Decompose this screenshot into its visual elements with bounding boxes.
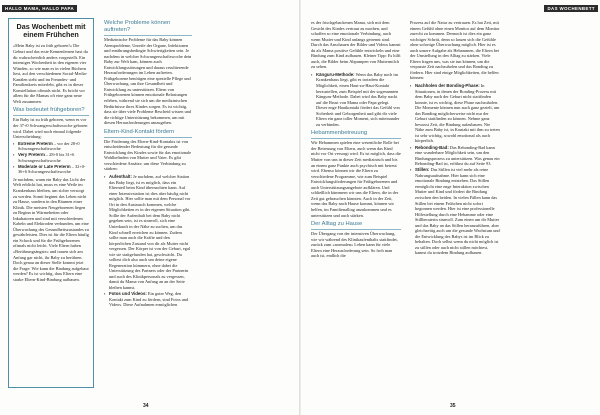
book-gutter <box>299 0 301 415</box>
box-para3: Je nachdem, wann ein Baby das Licht der Welt erblickt hat, muss es eine Weile im Krankenhaus bleiben, um sicher versorgt zu werden. Somit beginnt das Leben nicht zu Hause, sondern in den Räumen einer Klinik. Die meisten Neugeborenen liegen zu Beginn in Wärmebetten oder Inkubatoren und sind mit verschiedenen Kabeln und Elektroden verbunden, um eine Überwachung des Gesundheitszustandes zu gewährleisten. Dies ist für die Eltern häufig ein Schock und für die Frühgeborenen oftmals nicht leicht. Viele Eltern haben »Berührungsängste« und trauen sich am Anfang gar nicht, ihr Baby zu berühren. Doch genau an dieser Stelle kommt jetzt die Frage: Wie kann die Bindung aufgebaut werden? Es ist wichtig, dass Eltern eine starke Eltern-Kind-Bindung aufbauen. <box>13 176 89 282</box>
column-subhead: Der Alltag zu Hause <box>311 221 401 230</box>
box-intro: »Mein Baby ist zu früh geboren!« Die Geburt und das erste Kennenlernen hast du dir wahrscheinlich anders vorgestellt. Ein intensiges Wochenbett in den eigenen vier Wänden, so wie man es in vielen Büchern liest, auf den verschiedenen Social-Media-Kanälen sieht und im Freundes- und Familienkreis miterlebt, gibt es in dieser Konstellation oftmals nicht. Es bricht vor allem für die Mamas oft eine ganz neue Welt zusammen. <box>13 43 88 104</box>
column-paragraph: Wir Hebammen spielen eine wesentliche Rolle bei der Betreuung von Eltern, auch wenn das Kind nicht vor Ort versorgt wird. Es ist möglich, dass die Mutter von uns in dieser Zeit medizinisch und bis an einem ganz Punkte auch psychisch mit betreut wird. Ebenso können wir die Eltern zu verschiedene Programme, wie zum Beispiel Entwicklungsförderungen für Frühgeborenen und auch Unterstützungsangebote aufklären. Und schließlich kümmern wir uns die Eltern, die in der Zeit gut gebrauchen könnten. Auch in der Zeit, wenn das Baby nach Hause kommt, können wir helfen, im Familienalltag anzukommen und es unterstützen und auch stärken. <box>311 140 401 218</box>
list-item: ▪ Fotos und Videos: Ein guter Weg, den Kontakt zum Kind zu fördern, sind Fotos und Videos. Diese Aufnahmen ermöglichen <box>104 291 192 308</box>
kangaroo-list <box>311 72 401 127</box>
list-item: ▪ Moderate or Late Preterm – 32+0-36+6 Schwangerschaftswoche <box>13 164 89 175</box>
running-header-right: DAS WOCHENBETT <box>544 5 598 12</box>
preterm-list <box>13 141 89 175</box>
column-paragraph: Die Förderung des Eltern-Kind-Kontakts ist von entscheidender Bedeutung für die gesunde Entwicklung des Kindes sowie für das emotionale Wohlbefinden von Mutter und Vater. Es gibt verschiedene Ansätze, um diese Verbindung zu stärken: <box>104 138 192 172</box>
column-subhead: Hebammenbetreuung <box>311 130 401 139</box>
list-item: ▪ Känguru-Methode: Wenn das Baby noch im Krankenhaus liegt, gibt es trotzdem die Möglichkeit, einen Haut-zu-Haut-Kontakt herzustellen, zum Beispiel mit der sogenannten Känguru-Methode. Dabei wird das Baby nackt auf die Brust von Mama oder Papa gelegt. Dieser enge Hautkontakt fördert das Gefühl von Sicherheit und Geborgenheit und gibt dir viele Eltern ein ganz toller Moment, sich miteinander zu verbinden. <box>311 72 401 127</box>
right-page-column-1 <box>311 20 401 392</box>
running-header-left: HALLO MAMA, HALLO PAPA <box>2 5 77 12</box>
list-item: ▪ Nachholen der Bonding-Phase: In Situationen, in denen der Bonding-Prozess mit dem Baby nach der Geburt nicht stattfinden konnte, ist es wichtig, diese Phase nachzuholen. Die Momente können nun auch ganz gezielt, um das Bonding möglicherweise nicht nur der Geburt stattfinden zu können. Nehme ganz bewusst Zeit, die Bindung aufzubauen. Nie Nähe zum Baby ist, in Kontakt mit ihm zu treten ist sehr wichtig, sowohl emotional als auch körperlich. <box>410 83 500 144</box>
box-para2: Ein Baby ist zu früh geboren, wenn es vor der 37+0 Schwangerschaftswoche geboren wird. Dabei wird noch einmal folgende Unterscheidung: <box>13 117 88 140</box>
page-number-left: 34 <box>143 403 149 409</box>
contact-list <box>104 174 192 308</box>
list-item: ▪ Stillen: Das Stillen ist viel mehr als reine Nahrungsaufnahme. Hier kann sich eine emotionale Bindung entstehen. Das Stillen ermöglicht eine enge Interaktion zwischen Mutter und Kind und fördert die Bindung zwischen den beiden. In vielen Fällen kann das Stillen bei einem Frühchen nicht sofort begonnen werden. Hier ist eine professionelle Hilfestellung durch eine Hebamme oder eine Stillberaterin sinnvoll. Zum einen um dir Mutter und das Baby an das Stillen heranzuführen, aber gleichzeitig auch um die gesunde Wachstum und die Entwicklung des Babys ist im Blick zu behalten. Doch selbst wenn du nicht möglich ist zu stillen oder auch nicht stillen möchtest, kannst du trotzdem Bindung aufbauen. <box>410 167 500 256</box>
column-paragraph: Der Übergang von der intensiven Überwachung, wie wir während des Klinikaufenthalts stattfindet, zurück zum »normalen« Leben kann für viele Eltern eine Herausforderung sein. So froh man auch ist, endlich die <box>311 231 398 259</box>
column-subhead: Eltern-Kind-Kontakt fördern <box>104 129 192 138</box>
left-page-column-2 <box>104 20 192 392</box>
page-number-right: 35 <box>450 403 456 409</box>
bonding-list <box>410 83 500 256</box>
box-subhead: Was bedeutet frühgeboren? <box>13 107 89 116</box>
column-subhead: Welche Probleme können auftreten? <box>104 20 192 36</box>
premature-baby-box <box>8 18 94 388</box>
box-title: Das Wochenbett mit einem Frühchen <box>16 22 86 40</box>
list-item: ▪ Rebonding-Bad: Das Rebonding-Bad kann eine wunderbare Möglichkeit sein, um den Bindungsprozess zu unterstützen. Was genau ein Rebonding-Bad ist, erfährst du auf Seite 93. <box>410 145 500 167</box>
list-item: ▪ Aufenthalt: Je nachdem, auf welcher Station das Baby liegt, ist es möglich, dass ein Elternteil beim Kind übernachten kann. Auf einer Intensivstation ist dies aber häufig nicht möglich. Hier sollte man mit dem Personal vor Ort in den Austausch kommen, welche Möglichkeiten es in der eigenen Situation gibt. Sollte der Aufenthalt bei dem Baby nicht gegeben sein, ist es sinnvoll, sich eine Unterkunft in der Nähe zu suchen, um das Kind schnell erreichen zu können. Zudem sollte man auch die Kräfte und den körperlichen Zustand von dir als Mutter nicht vergessen. Der Körper ist von der Geburt, egal wie sie stattgefunden hat, geschwächt. Du solltest dich also auch um deine eigene Regeneration kümmern, ohne dabei die Unterstützung des Partners oder der Partnerin und auch des Klinikpersonals zu vergessen, damit du Mama von Anfang an an der Seite bleiben kannst. <box>104 174 192 290</box>
column-paragraph: Prozess auf die Natur zu vertrauen. Es hat Zeit, mit einem Gefühl ohne einen Monitor auf dem Monitor zurecht zu kommen. Dennoch ist dies ein ganz wichtiger Schritt, denn so lassen sich die Gefühle ohne sofortige Überwachung möglich. Hier ist es auch unsere Aufgabe als Hebammen, die Eltern bei der Umstellung in den Alltag zu stärken. Viele Eltern fragen uns, was sie tun können, um die verpasste Zeit nachzuholen und das Bonding zu fördern. Hier sind einige Möglichkeiten, die helfen können: <box>410 20 500 81</box>
column-paragraph: Medizinische Probleme für das Baby können Atemprobleme, Unreife der Organe, Infektionen und ernährungsbedingte Schwierigkeiten sein. Je nachdem in welcher Schwangerschaftswoche dein Baby zur Welt kam, können auch Entwicklungsstörungen und daraus resultierende Herausforderungen im Leben auftreten. Frühgeborene benötigen eine spezielle Pflege und Überwachung, um ihre Gesundheit und Entwicklung zu unterstützen. Eltern von Frühgeborenen können emotionale Belastungen erleben, während sie sich um die medizinischen Bedürfnisse ihres Kindes sorgen. Es ist wichtig, dass sie über viele Probleme Bescheid wissen und die richtige Unterstützung bekommen, um mit diesen Herausforderungen umzugehen. <box>104 37 192 126</box>
column-paragraph: es der frischgebackenen Mama, sich mit dem Gesicht des Kindes vertraut zu machen, und schaffen so eine emotionale Verbindung, auch wenn Mutter und Kind anfangs getrennt sind. Durch das Anschauen der Bilder und Videos kannst du als Mama positive Gefühle entwickeln und eine Bindung zum Kind aufbauen. Kleiner Tipp: Es hilft auch, die Bilder beim Abpumpen von Muttermilch zu sehen. <box>311 20 401 70</box>
right-page-column-2 <box>410 20 500 392</box>
list-item: ▪ Very Preterm – 28+0 bis 31+6 Schwangerschaftswoche <box>13 152 89 163</box>
list-item: ▪ Extreme Preterm – vor der 28+0 Schwangerschaftswoche <box>13 141 89 152</box>
